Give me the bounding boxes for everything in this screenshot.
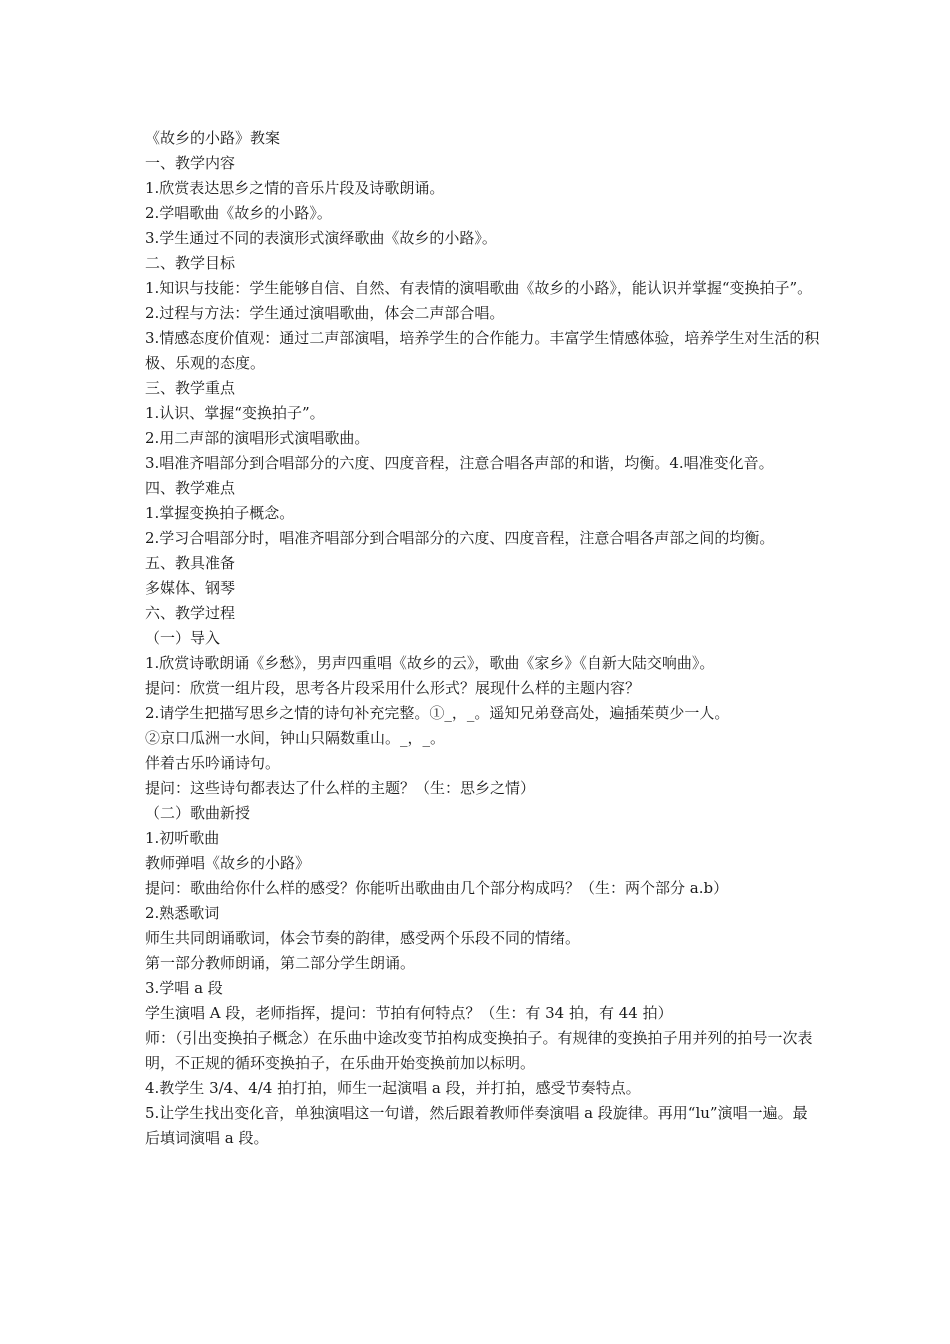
section-heading: 六、教学过程 (145, 604, 236, 622)
doc-title: 《故乡的小路》教案 (145, 129, 281, 147)
paragraph: 2.请学生把描写思乡之情的诗句补充完整。①_，_。遥知兄弟登高处，遍插茱萸少一人。 (145, 704, 730, 722)
paragraph: 伴着古乐吟诵诗句。 (145, 754, 281, 772)
paragraph: 1.掌握变换拍子概念。 (145, 504, 295, 522)
paragraph: 3.唱准齐唱部分到合唱部分的六度、四度音程，注意合唱各声部的和谐，均衡。4.唱准变化音。 (145, 454, 774, 472)
section-heading: 四、教学难点 (145, 479, 236, 497)
subsection-heading: （一）导入 (145, 629, 221, 647)
paragraph: 师：（引出变换拍子概念）在乐曲中途改变节拍构成变换拍子。有规律的变换拍子用并列的拍号一次表明，不正规的循环变换拍子，在乐曲开始变换前加以标明。 (145, 1029, 813, 1072)
section-heading: 一、教学内容 (145, 154, 236, 172)
paragraph: 1.认识、掌握“变换拍子”。 (145, 404, 325, 422)
paragraph: 3.学生通过不同的表演形式演绎歌曲《故乡的小路》。 (145, 229, 497, 247)
paragraph: 5.让学生找出变化音，单独演唱这一句谱，然后跟着教师伴奏演唱 a 段旋律。再用“lu”演唱一遍。最后填词演唱 a 段。 (145, 1104, 808, 1147)
paragraph: 1.欣赏诗歌朗诵《乡愁》，男声四重唱《故乡的云》，歌曲《家乡》《自新大陆交响曲》。 (145, 654, 715, 672)
paragraph: ②京口瓜洲一水间，钟山只隔数重山。_，_。 (145, 729, 446, 747)
paragraph: 1.初听歌曲 (145, 829, 220, 847)
paragraph: 3.情感态度价值观：通过二声部演唱，培养学生的合作能力。丰富学生情感体验，培养学生对生活的积极、乐观的态度。 (145, 329, 820, 372)
paragraph: 提问：欣赏一组片段，思考各片段采用什么形式？展现什么样的主题内容？ (145, 679, 641, 697)
section-heading: 二、教学目标 (145, 254, 236, 272)
subsection-heading: （二）歌曲新授 (145, 804, 251, 822)
paragraph: 1.知识与技能：学生能够自信、自然、有表情的演唱歌曲《故乡的小路》，能认识并掌握“变换拍子”。 (145, 279, 813, 297)
document-body (145, 126, 820, 1151)
paragraph: 2.用二声部的演唱形式演唱歌曲。 (145, 429, 370, 447)
paragraph: 学生演唱 A 段，老师指挥，提问：节拍有何特点？（生：有 34 拍，有 44 拍） (145, 1004, 673, 1022)
paragraph: 多媒体、钢琴 (145, 579, 236, 597)
paragraph: 1.欣赏表达思乡之情的音乐片段及诗歌朗诵。 (145, 179, 445, 197)
paragraph: 提问：这些诗句都表达了什么样的主题？（生：思乡之情） (145, 779, 536, 797)
paragraph: 2.过程与方法：学生通过演唱歌曲，体会二声部合唱。 (145, 304, 505, 322)
paragraph: 3.学唱 a 段 (145, 979, 223, 997)
section-heading: 五、教具准备 (145, 554, 236, 572)
paragraph: 2.熟悉歌词 (145, 904, 220, 922)
paragraph: 第一部分教师朗诵，第二部分学生朗诵。 (145, 954, 416, 972)
paragraph: 教师弹唱《故乡的小路》 (145, 854, 311, 872)
paragraph: 师生共同朗诵歌词，体会节奏的韵律，感受两个乐段不同的情绪。 (145, 929, 581, 947)
paragraph: 提问：歌曲给你什么样的感受？你能听出歌曲由几个部分构成吗？（生：两个部分 a.b） (145, 879, 729, 897)
paragraph: 2.学习合唱部分时，唱准齐唱部分到合唱部分的六度、四度音程，注意合唱各声部之间的均衡。 (145, 529, 775, 547)
paragraph: 4.教学生 3/4、4/4 拍打拍，师生一起演唱 a 段，并打拍，感受节奏特点。 (145, 1079, 641, 1097)
section-heading: 三、教学重点 (145, 379, 236, 397)
paragraph: 2.学唱歌曲《故乡的小路》。 (145, 204, 332, 222)
